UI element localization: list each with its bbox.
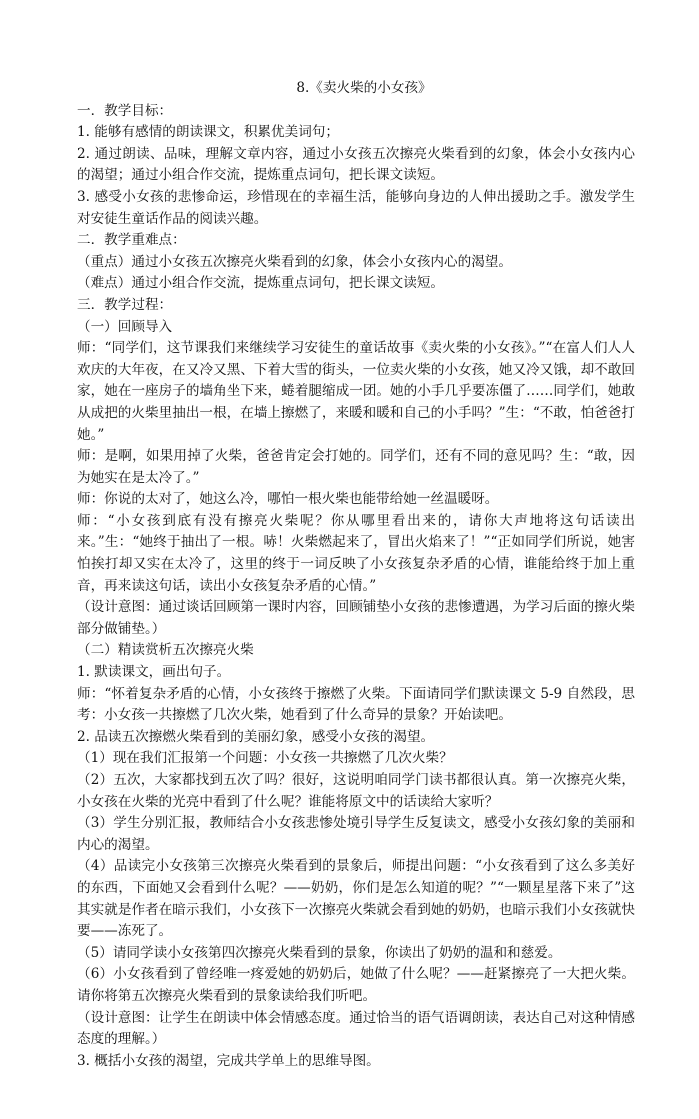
design-intent-note: （设计意图：通过谈话回顾第一课时内容，回顾铺垫小女孩的悲惨遭遇，为学习后面的擦火柴部分做铺垫。） (77, 599, 635, 637)
subsection-heading-review: （一）回顾导入 (77, 318, 173, 335)
key-point-focus: （重点）通过小女孩五次擦亮火柴看到的幻象，体会小女孩内心的渴望。 (77, 253, 512, 270)
section-heading-process: 三．教学过程： (77, 296, 173, 313)
subsection-heading-close-reading: （二）精读赏析五次擦亮火柴 (77, 642, 254, 659)
design-intent-note: （设计意图：让学生在朗读中体会情感态度。通过恰当的语气语调朗读，表达自己对这种情感态度的理解。） (77, 1009, 635, 1048)
objective-item-3: 3. 感受小女孩的悲惨命运，珍惜现在的幸福生活，能够向身边的人伸出援助之手。激发学生对安徒生童话作品的阅读兴趣。 (77, 188, 635, 227)
step-item: 3. 概括小女孩的渴望，完成共学单上的思维导图。 (77, 1052, 380, 1069)
sub-step-item: （5）请同学读小女孩第四次擦亮火柴看到的景象，你读出了奶奶的温和和慈爱。 (77, 944, 562, 961)
section-heading-key-points: 二．教学重难点： (77, 232, 186, 249)
dialogue-paragraph: 师：“小女孩到底有没有擦亮火柴呢？你从哪里看出来的，请你大声地将这句话读出来。”生：“她终于抽出了一根。哧！火柴燃起来了，冒出火焰来了！”“正如同学们所说，她害怕挨打却又实在太冷了，这里的终于一词反映了小女孩复杂矛盾的心情，谁能给终于加上重音，再来读这句话，读出小女孩复杂矛盾的心情。” (77, 512, 635, 594)
dialogue-paragraph: 师：是啊，如果用掉了火柴，爸爸肯定会打她的。同学们，还有不同的意见吗？生：“敢，因为她实在是太冷了。” (77, 448, 635, 486)
sub-step-item: （3）学生分别汇报，教师结合小女孩悲惨处境引导学生反复读文，感受小女孩幻象的美丽和内心的渴望。 (77, 815, 635, 853)
sub-step-item: （1）现在我们汇报第一个问题：小女孩一共擦燃了几次火柴？ (77, 750, 453, 767)
sub-step-item: （6）小女孩看到了曾经唯一疼爱她的奶奶后，她做了什么呢？——赶紧擦亮了一大把火柴。请你将第五次擦亮火柴看到的景象读给我们听吧。 (77, 966, 635, 1004)
dialogue-paragraph: 师：“同学们，这节课我们来继续学习安徒生的童话故事《卖火柴的小女孩》。”“在富人们人人欢庆的大年夜，在又冷又黑、下着大雪的街头，一位卖火柴的小女孩，她又冷又饿，却不敢回家，她在一座房子的墙角坐下来，蜷着腿缩成一团。她的小手几乎要冻僵了……同学们，她敢从成把的火柴里抽出一根，在墙上擦燃了，来暖和暖和自己的小手吗？”生：“不敢，怕爸爸打她。” (77, 340, 635, 443)
sub-step-item: （2）五次，大家都找到五次了吗？很好，这说明咱同学门读书都很认真。第一次擦亮火柴，小女孩在火柴的光亮中看到了什么呢？谁能将原文中的话读给大家听？ (77, 772, 635, 810)
step-item: 1. 默读课文，画出句子。 (77, 664, 231, 681)
dialogue-paragraph: 师：你说的太对了，她这么冷，哪怕一根火柴也能带给她一丝温暖呀。 (77, 491, 499, 508)
objective-item-2: 2. 通过朗读、品味，理解文章内容，通过小女孩五次擦亮火柴看到的幻象，体会小女孩内心的渴望；通过小组合作交流，提炼重点词句，把长课文读短。 (77, 145, 635, 184)
objective-item-1: 1. 能够有感情的朗读课文，积累优美词句； (77, 124, 339, 141)
key-point-difficulty: （难点）通过小组合作交流，提炼重点词句，把长课文读短。 (77, 275, 445, 292)
dialogue-paragraph: 师：“怀着复杂矛盾的心情，小女孩终于擦燃了火柴。下面请同学们默读课文 5-9 自然段，思考：小女孩一共擦燃了几次火柴，她看到了什么奇异的景象？开始读吧。 (77, 685, 635, 724)
document-title: 8.《卖火柴的小女孩》 (296, 80, 432, 96)
section-heading-objectives: 一．教学目标： (77, 102, 173, 119)
step-item: 2. 品读五次擦燃火柴看到的美丽幻象，感受小女孩的渴望。 (77, 728, 435, 745)
sub-step-item: （4）品读完小女孩第三次擦亮火柴看到的景象后，师提出问题：“小女孩看到了这么多美好的东西，下面她又会看到什么呢？——奶奶，你们是怎么知道的呢？”“一颗星星落下来了”这其实就是作者在暗示我们，小女孩下一次擦亮火柴就会看到她的奶奶，也暗示我们小女孩就快要——冻死了。 (77, 858, 635, 940)
